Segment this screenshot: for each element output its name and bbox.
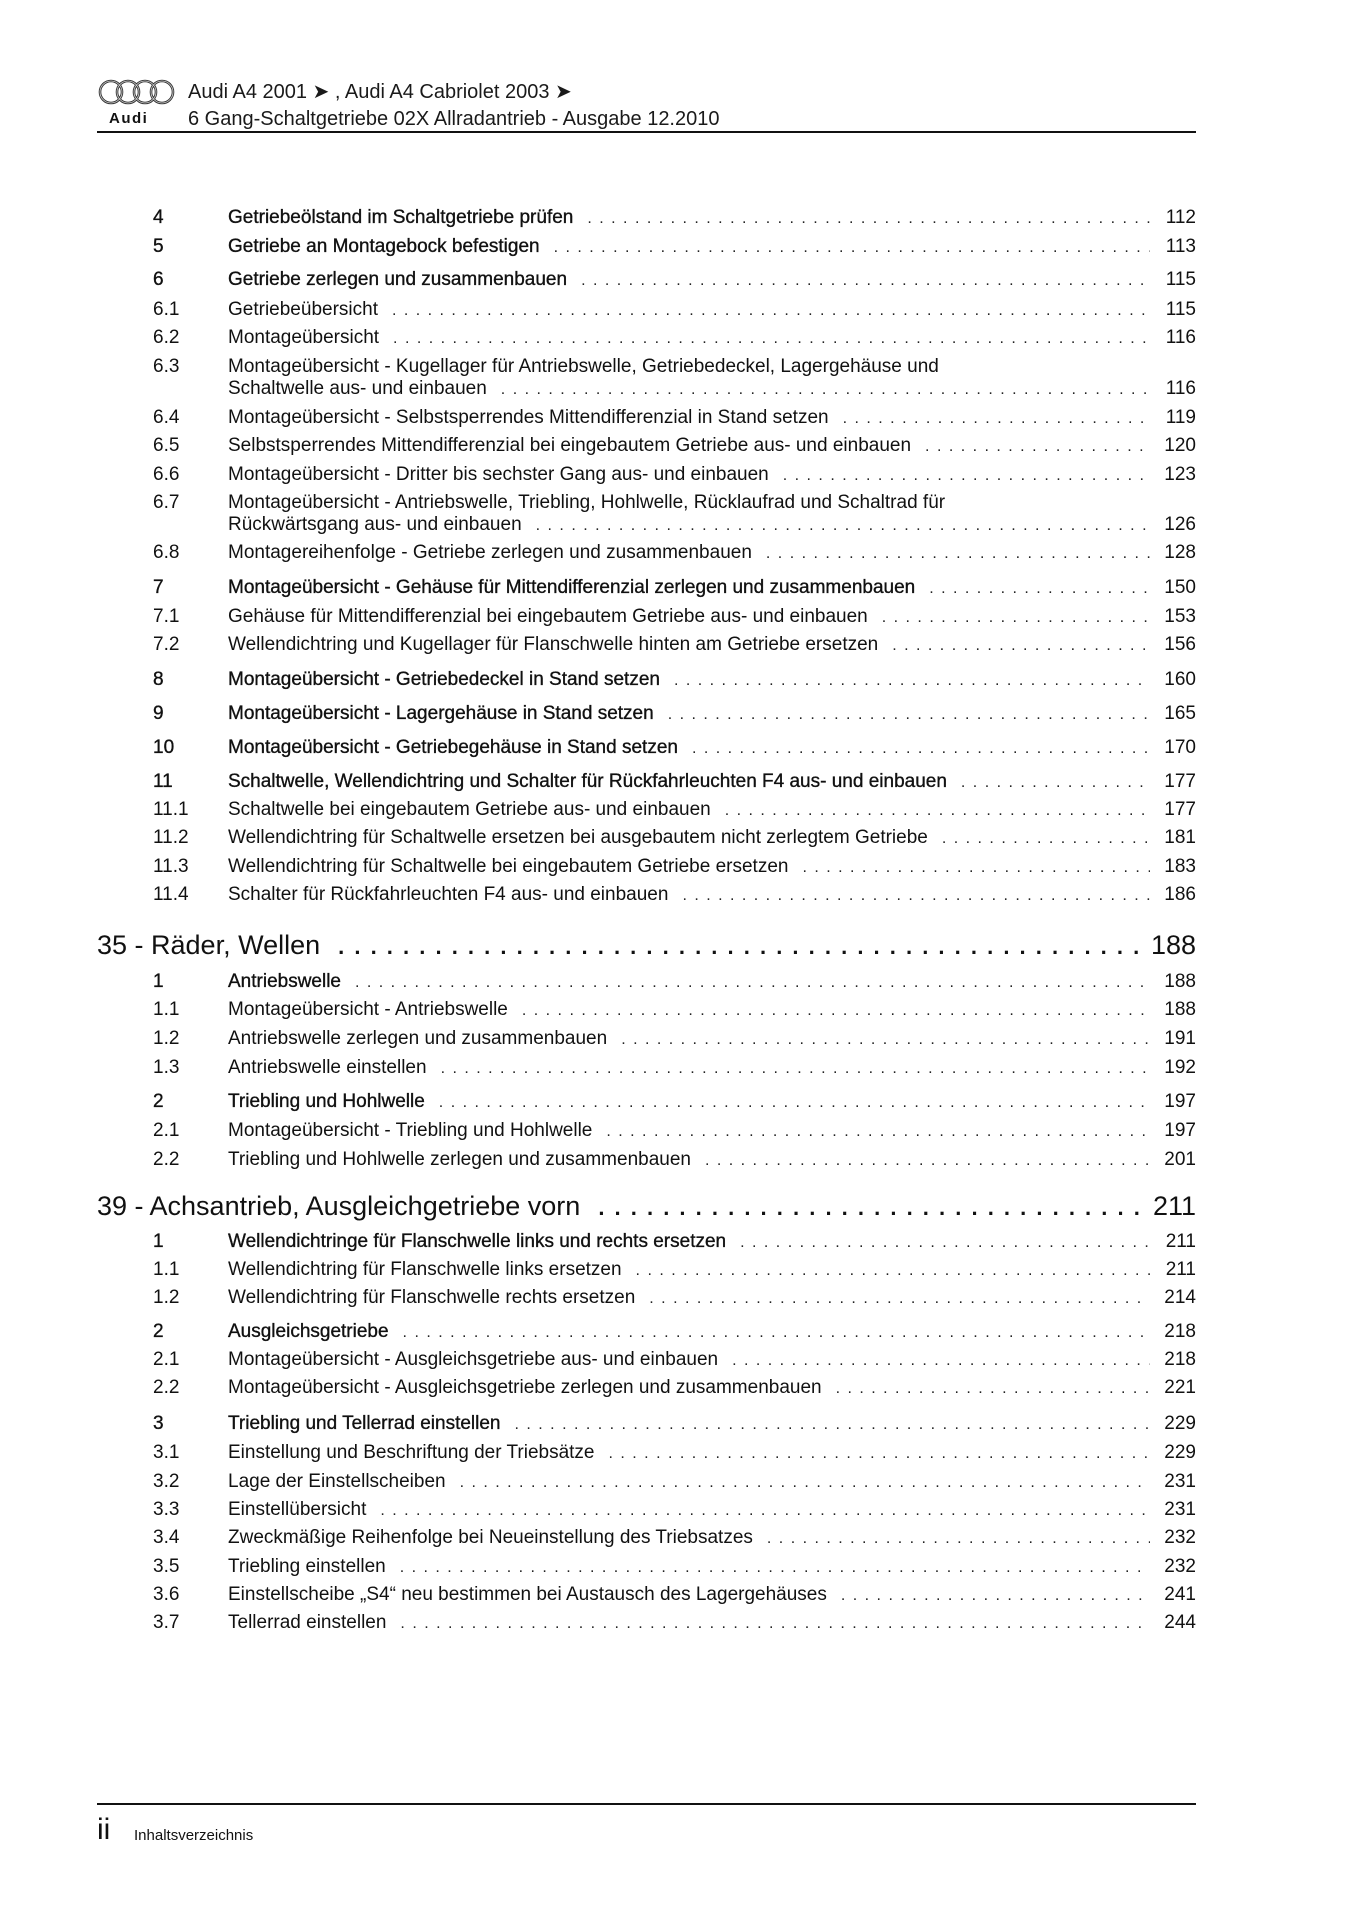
entry-title[interactable]: Wellendichtring für Flanschwelle links ersetzen [228, 1259, 622, 1280]
dot-leader [649, 1288, 1150, 1310]
dot-leader [441, 1058, 1150, 1080]
entry-page[interactable]: 231 [1164, 1499, 1196, 1520]
dot-leader [929, 578, 1150, 600]
dot-leader [668, 704, 1150, 726]
dot-leader [882, 607, 1150, 629]
entry-number: 1 [153, 1231, 164, 1252]
entry-title[interactable]: Getriebeölstand im Schaltgetriebe prüfen [228, 207, 574, 228]
header-divider [97, 131, 1196, 133]
entry-page[interactable]: 211 [1165, 1259, 1196, 1280]
entry-title[interactable]: Wellendichtringe für Flanschwelle links und rechts ersetzen [228, 1231, 727, 1252]
toc-entry[interactable] [153, 669, 1196, 691]
toc-entry[interactable] [153, 1120, 1196, 1142]
dot-leader [581, 270, 1150, 292]
entry-page[interactable]: 229 [1164, 1413, 1196, 1434]
toc-entry[interactable] [153, 999, 1196, 1021]
entry-page[interactable]: 201 [1164, 1149, 1196, 1170]
entry-page[interactable]: 115 [1165, 269, 1196, 290]
dot-leader [501, 379, 1150, 401]
dot-leader [692, 738, 1150, 760]
entry-title[interactable]: Triebling und Hohlwelle [228, 1091, 425, 1112]
entry-page[interactable]: 188 [1164, 971, 1196, 992]
entry-number: 6.4 [153, 407, 180, 428]
dot-leader [515, 1414, 1151, 1436]
dot-leader [536, 515, 1150, 537]
entry-page[interactable]: 153 [1164, 606, 1196, 627]
entry-number: 1.2 [153, 1028, 180, 1049]
dot-leader [841, 1585, 1150, 1607]
toc-entry[interactable] [153, 799, 1196, 821]
toc-entry[interactable] [153, 327, 1196, 349]
dot-leader [554, 237, 1150, 259]
page-number: ii [97, 1813, 111, 1846]
entry-number: 1.1 [153, 1259, 180, 1280]
entry-title[interactable]: Ausgleichsgetriebe [228, 1321, 389, 1342]
entry-number: 2.1 [153, 1120, 180, 1141]
entry-number: 8 [153, 669, 164, 690]
entry-page[interactable]: 170 [1164, 737, 1196, 758]
audi-rings-icon [97, 78, 177, 108]
audi-logo [97, 78, 177, 128]
entry-number: 2 [153, 1091, 164, 1112]
entry-page[interactable]: 120 [1164, 435, 1196, 456]
entry-number: 3 [153, 1413, 164, 1434]
entry-page[interactable]: 150 [1164, 577, 1196, 598]
entry-page[interactable]: 232 [1164, 1527, 1196, 1548]
toc-entry[interactable] [153, 577, 1196, 599]
toc-entry[interactable] [153, 1287, 1196, 1309]
entry-title[interactable]: Wellendichtring für Flanschwelle rechts ersetzen [228, 1287, 636, 1308]
entry-page[interactable]: 197 [1164, 1120, 1196, 1141]
entry-title[interactable]: Montageübersicht - Gehäuse für Mittendifferenzial zerlegen und zusammenbauen [228, 577, 916, 598]
dot-leader [783, 465, 1150, 487]
toc-entry[interactable] [153, 1413, 1196, 1435]
entry-title[interactable]: Wellendichtring für Schaltwelle ersetzen bei ausgebautem nicht zerlegtem Getriebe [228, 827, 928, 848]
entry-page[interactable]: 156 [1164, 634, 1196, 655]
dot-leader [460, 1472, 1150, 1494]
entry-title[interactable]: Montageübersicht [228, 327, 380, 348]
entry-title[interactable]: Schaltwelle, Wellendichtring und Schalter für Rückfahrleuchten F4 aus- und einbauen [228, 771, 947, 792]
entry-page[interactable]: 116 [1165, 327, 1196, 348]
toc-entry[interactable] [153, 1149, 1196, 1171]
entry-title[interactable]: Montagereihenfolge - Getriebe zerlegen und zusammenbauen [228, 542, 752, 563]
toc-entry[interactable] [153, 407, 1196, 429]
toc-entry[interactable] [153, 856, 1196, 878]
toc-entry[interactable] [153, 703, 1196, 725]
entry-number: 6 [153, 269, 164, 290]
toc-entry[interactable] [153, 1584, 1196, 1606]
toc-entry[interactable] [153, 1556, 1196, 1578]
entry-page[interactable]: 186 [1164, 884, 1196, 905]
entry-number: 3.7 [153, 1612, 180, 1633]
footer-section-title: Inhaltsverzeichnis [134, 1827, 254, 1844]
toc-entry[interactable] [153, 1377, 1196, 1399]
entry-title[interactable]: Wellendichtring für Schaltwelle bei eingebautem Getriebe ersetzen [228, 856, 789, 877]
header-models: Audi A4 2001 ➤ , Audi A4 Cabriolet 2003 ➤ [188, 81, 572, 103]
entry-page[interactable]: 231 [1164, 1471, 1196, 1492]
dot-leader [621, 1029, 1150, 1051]
entry-page[interactable]: 126 [1164, 514, 1196, 535]
entry-title[interactable]: Wellendichtring und Kugellager für Flanschwelle hinten am Getriebe ersetzen [228, 634, 879, 655]
toc-entry[interactable] [153, 542, 1196, 564]
footer-divider [97, 1803, 1196, 1805]
toc-entry[interactable] [153, 771, 1196, 793]
entry-number: 6.3 [153, 356, 180, 377]
entry-title[interactable]: Montageübersicht - Antriebswelle [228, 999, 508, 1020]
entry-number: 2 [153, 1321, 164, 1342]
dot-leader [587, 208, 1150, 230]
entry-number: 1.3 [153, 1057, 180, 1078]
entry-page[interactable]: 244 [1164, 1612, 1196, 1633]
toc-entry[interactable] [153, 1442, 1196, 1464]
entry-page[interactable]: 119 [1165, 407, 1196, 428]
entry-title[interactable]: Rückwärtsgang aus- und einbauen [228, 514, 522, 535]
entry-number: 11.4 [153, 884, 189, 905]
entry-page[interactable]: 177 [1164, 799, 1196, 820]
dot-leader [598, 1190, 1149, 1224]
dot-leader [439, 1092, 1150, 1114]
dot-leader [843, 408, 1150, 430]
toc-entry[interactable] [153, 435, 1196, 457]
entry-title[interactable]: Tellerrad einstellen [228, 1612, 387, 1633]
entry-page[interactable]: 177 [1164, 771, 1196, 792]
entry-title[interactable]: Montageübersicht - Selbstsperrendes Mittendifferenzial in Stand setzen [228, 407, 829, 428]
dot-leader [725, 800, 1150, 822]
dot-leader [522, 1000, 1150, 1022]
entry-number: 7 [153, 577, 164, 598]
dot-leader [674, 670, 1150, 692]
entry-page[interactable]: 229 [1164, 1442, 1196, 1463]
toc-entry[interactable] [153, 1231, 1196, 1253]
chapter-heading-39[interactable] [97, 1190, 1196, 1222]
entry-title[interactable]: Selbstsperrendes Mittendifferenzial bei eingebautem Getriebe aus- und einbauen [228, 435, 912, 456]
entry-page[interactable]: 181 [1164, 827, 1196, 848]
entry-title[interactable]: Getriebe an Montagebock befestigen [228, 236, 540, 257]
toc-entry[interactable] [153, 1259, 1196, 1281]
dot-leader [636, 1260, 1150, 1282]
entry-number: 3.1 [153, 1442, 180, 1463]
dot-leader [403, 1322, 1150, 1344]
entry-page[interactable]: 113 [1165, 236, 1196, 257]
entry-number: 3.6 [153, 1584, 180, 1605]
chapter-page[interactable]: 188 [1150, 930, 1196, 960]
toc-entry[interactable] [153, 464, 1196, 486]
entry-number: 5 [153, 236, 164, 257]
toc-entry[interactable] [153, 1321, 1196, 1343]
entry-title-line1[interactable]: Montageübersicht - Kugellager für Antriebswelle, Getriebedeckel, Lagergehäuse und [228, 356, 939, 377]
entry-title[interactable]: Montageübersicht - Ausgleichsgetriebe aus- und einbauen [228, 1349, 719, 1370]
entry-title[interactable]: Zweckmäßige Reihenfolge bei Neueinstellung des Triebsatzes [228, 1527, 753, 1548]
toc-entry[interactable] [153, 827, 1196, 849]
toc-entry[interactable] [153, 606, 1196, 628]
entry-title[interactable]: Gehäuse für Mittendifferenzial bei eingebautem Getriebe aus- und einbauen [228, 606, 868, 627]
toc-entry[interactable] [153, 971, 1196, 993]
dot-leader [942, 828, 1150, 850]
dot-leader [682, 885, 1150, 907]
entry-page[interactable]: 232 [1164, 1556, 1196, 1577]
entry-page[interactable]: 197 [1164, 1091, 1196, 1112]
entry-page[interactable]: 221 [1164, 1377, 1196, 1398]
entry-page[interactable]: 116 [1165, 378, 1196, 399]
entry-page[interactable]: 165 [1164, 703, 1196, 724]
entry-page[interactable]: 160 [1164, 669, 1196, 690]
entry-page[interactable]: 191 [1164, 1028, 1196, 1049]
toc-entry-continuation[interactable] [153, 514, 1196, 536]
entry-title[interactable]: Schalter für Rückfahrleuchten F4 aus- und einbauen [228, 884, 669, 905]
entry-number: 11.2 [153, 827, 189, 848]
entry-title[interactable]: Antriebswelle [228, 971, 341, 992]
entry-page[interactable]: 123 [1164, 464, 1196, 485]
entry-number: 6.6 [153, 464, 180, 485]
entry-number: 9 [153, 703, 164, 724]
dot-leader [393, 328, 1150, 350]
entry-title[interactable]: Schaltwelle aus- und einbauen [228, 378, 487, 399]
entry-title-line1[interactable]: Montageübersicht - Antriebswelle, Triebling, Hohlwelle, Rücklaufrad und Schaltrad für [228, 492, 946, 513]
entry-title[interactable]: Montageübersicht - Getriebegehäuse in Stand setzen [228, 737, 678, 758]
entry-title[interactable]: Triebling einstellen [228, 1556, 386, 1577]
dot-leader [925, 436, 1150, 458]
entry-title[interactable]: Antriebswelle einstellen [228, 1057, 427, 1078]
entry-number: 3.5 [153, 1556, 180, 1577]
toc-entry[interactable] [153, 1349, 1196, 1371]
entry-number: 2.2 [153, 1149, 180, 1170]
dot-leader [338, 929, 1147, 963]
entry-number: 1.1 [153, 999, 180, 1020]
dot-leader [732, 1350, 1150, 1372]
entry-number: 6.2 [153, 327, 180, 348]
entry-number: 10 [153, 737, 175, 758]
chapter-title[interactable]: 39 - Achsantrieb, Ausgleichgetriebe vorn [97, 1191, 581, 1221]
entry-number: 4 [153, 207, 164, 228]
entry-number: 1.2 [153, 1287, 180, 1308]
chapter-heading-35[interactable] [97, 929, 1196, 961]
header-manual-title: 6 Gang-Schaltgetriebe 02X Allradantrieb - Ausgabe 12.2010 [188, 108, 720, 130]
entry-title[interactable]: Montageübersicht - Ausgleichsgetriebe zerlegen und zusammenbauen [228, 1377, 822, 1398]
audi-wordmark: Audi [109, 110, 149, 127]
dot-leader [705, 1150, 1150, 1172]
entry-number: 3.4 [153, 1527, 180, 1548]
toc-entry[interactable] [153, 1499, 1196, 1521]
toc-entry[interactable] [153, 299, 1196, 321]
entry-page[interactable]: 241 [1164, 1584, 1196, 1605]
entry-page[interactable]: 128 [1164, 542, 1196, 563]
entry-title[interactable]: Triebling und Tellerrad einstellen [228, 1413, 501, 1434]
entry-number: 6.7 [153, 492, 180, 513]
toc-entry[interactable] [153, 492, 1196, 514]
entry-title[interactable]: Montageübersicht - Triebling und Hohlwelle [228, 1120, 593, 1141]
toc-entry[interactable] [153, 1057, 1196, 1079]
toc-entry[interactable] [153, 884, 1196, 906]
dot-leader [767, 1528, 1150, 1550]
chapter-title[interactable]: 35 - Räder, Wellen [97, 930, 321, 960]
entry-number: 7.2 [153, 634, 180, 655]
toc-entry[interactable] [153, 236, 1196, 258]
entry-page[interactable]: 214 [1164, 1287, 1196, 1308]
entry-number: 7.1 [153, 606, 180, 627]
toc-entry[interactable] [153, 356, 1196, 378]
entry-number: 6.5 [153, 435, 180, 456]
entry-title[interactable]: Getriebe zerlegen und zusammenbauen [228, 269, 568, 290]
toc-entry[interactable] [153, 207, 1196, 229]
toc-entry[interactable] [153, 1612, 1196, 1634]
entry-title[interactable]: Montageübersicht - Dritter bis sechster Gang aus- und einbauen [228, 464, 769, 485]
toc-entry[interactable] [153, 1471, 1196, 1493]
entry-title[interactable]: Antriebswelle zerlegen und zusammenbauen [228, 1028, 608, 1049]
entry-number: 6.8 [153, 542, 180, 563]
entry-page[interactable]: 183 [1164, 856, 1196, 877]
entry-page[interactable]: 218 [1164, 1349, 1196, 1370]
entry-title[interactable]: Einstellübersicht [228, 1499, 367, 1520]
entry-number: 3.3 [153, 1499, 180, 1520]
entry-title[interactable]: Getriebeübersicht [228, 299, 378, 320]
dot-leader [961, 772, 1150, 794]
entry-page[interactable]: 211 [1165, 1231, 1196, 1252]
entry-title[interactable]: Triebling und Hohlwelle zerlegen und zusammenbauen [228, 1149, 691, 1170]
entry-page[interactable]: 112 [1165, 207, 1196, 228]
dot-leader [609, 1443, 1151, 1465]
chapter-page[interactable]: 211 [1152, 1191, 1196, 1221]
entry-title[interactable]: Schaltwelle bei eingebautem Getriebe aus- und einbauen [228, 799, 711, 820]
entry-title[interactable]: Lage der Einstellscheiben [228, 1471, 446, 1492]
entry-title[interactable]: Montageübersicht - Getriebedeckel in Stand setzen [228, 669, 660, 690]
entry-page[interactable]: 192 [1164, 1057, 1196, 1078]
dot-leader [392, 300, 1150, 322]
dot-leader [836, 1378, 1150, 1400]
toc-entry[interactable] [153, 634, 1196, 656]
entry-page[interactable]: 218 [1164, 1321, 1196, 1342]
entry-title[interactable]: Montageübersicht - Lagergehäuse in Stand setzen [228, 703, 654, 724]
dot-leader [892, 635, 1150, 657]
dot-leader [766, 543, 1150, 565]
entry-number: 11.3 [153, 856, 189, 877]
toc-entry-continuation[interactable] [153, 378, 1196, 400]
toc-entry[interactable] [153, 1527, 1196, 1549]
dot-leader [380, 1500, 1150, 1522]
toc-entry[interactable] [153, 269, 1196, 291]
dot-leader [606, 1121, 1150, 1143]
entry-number: 1 [153, 971, 164, 992]
entry-number: 6.1 [153, 299, 180, 320]
entry-page[interactable]: 115 [1165, 299, 1196, 320]
toc-entry[interactable] [153, 737, 1196, 759]
dot-leader [400, 1613, 1150, 1635]
dot-leader [740, 1232, 1150, 1254]
entry-number: 2.2 [153, 1377, 180, 1398]
dot-leader [802, 857, 1150, 879]
entry-number: 2.1 [153, 1349, 180, 1370]
entry-number: 11 [153, 771, 173, 792]
dot-leader [355, 972, 1150, 994]
entry-page[interactable]: 188 [1164, 999, 1196, 1020]
dot-leader [400, 1557, 1150, 1579]
entry-title[interactable]: Einstellscheibe „S4“ neu bestimmen bei Austausch des Lagergehäuses [228, 1584, 827, 1605]
toc-entry[interactable] [153, 1028, 1196, 1050]
toc-entry[interactable] [153, 1091, 1196, 1113]
entry-number: 11.1 [153, 799, 189, 820]
entry-number: 3.2 [153, 1471, 180, 1492]
entry-title[interactable]: Einstellung und Beschriftung der Triebsätze [228, 1442, 595, 1463]
